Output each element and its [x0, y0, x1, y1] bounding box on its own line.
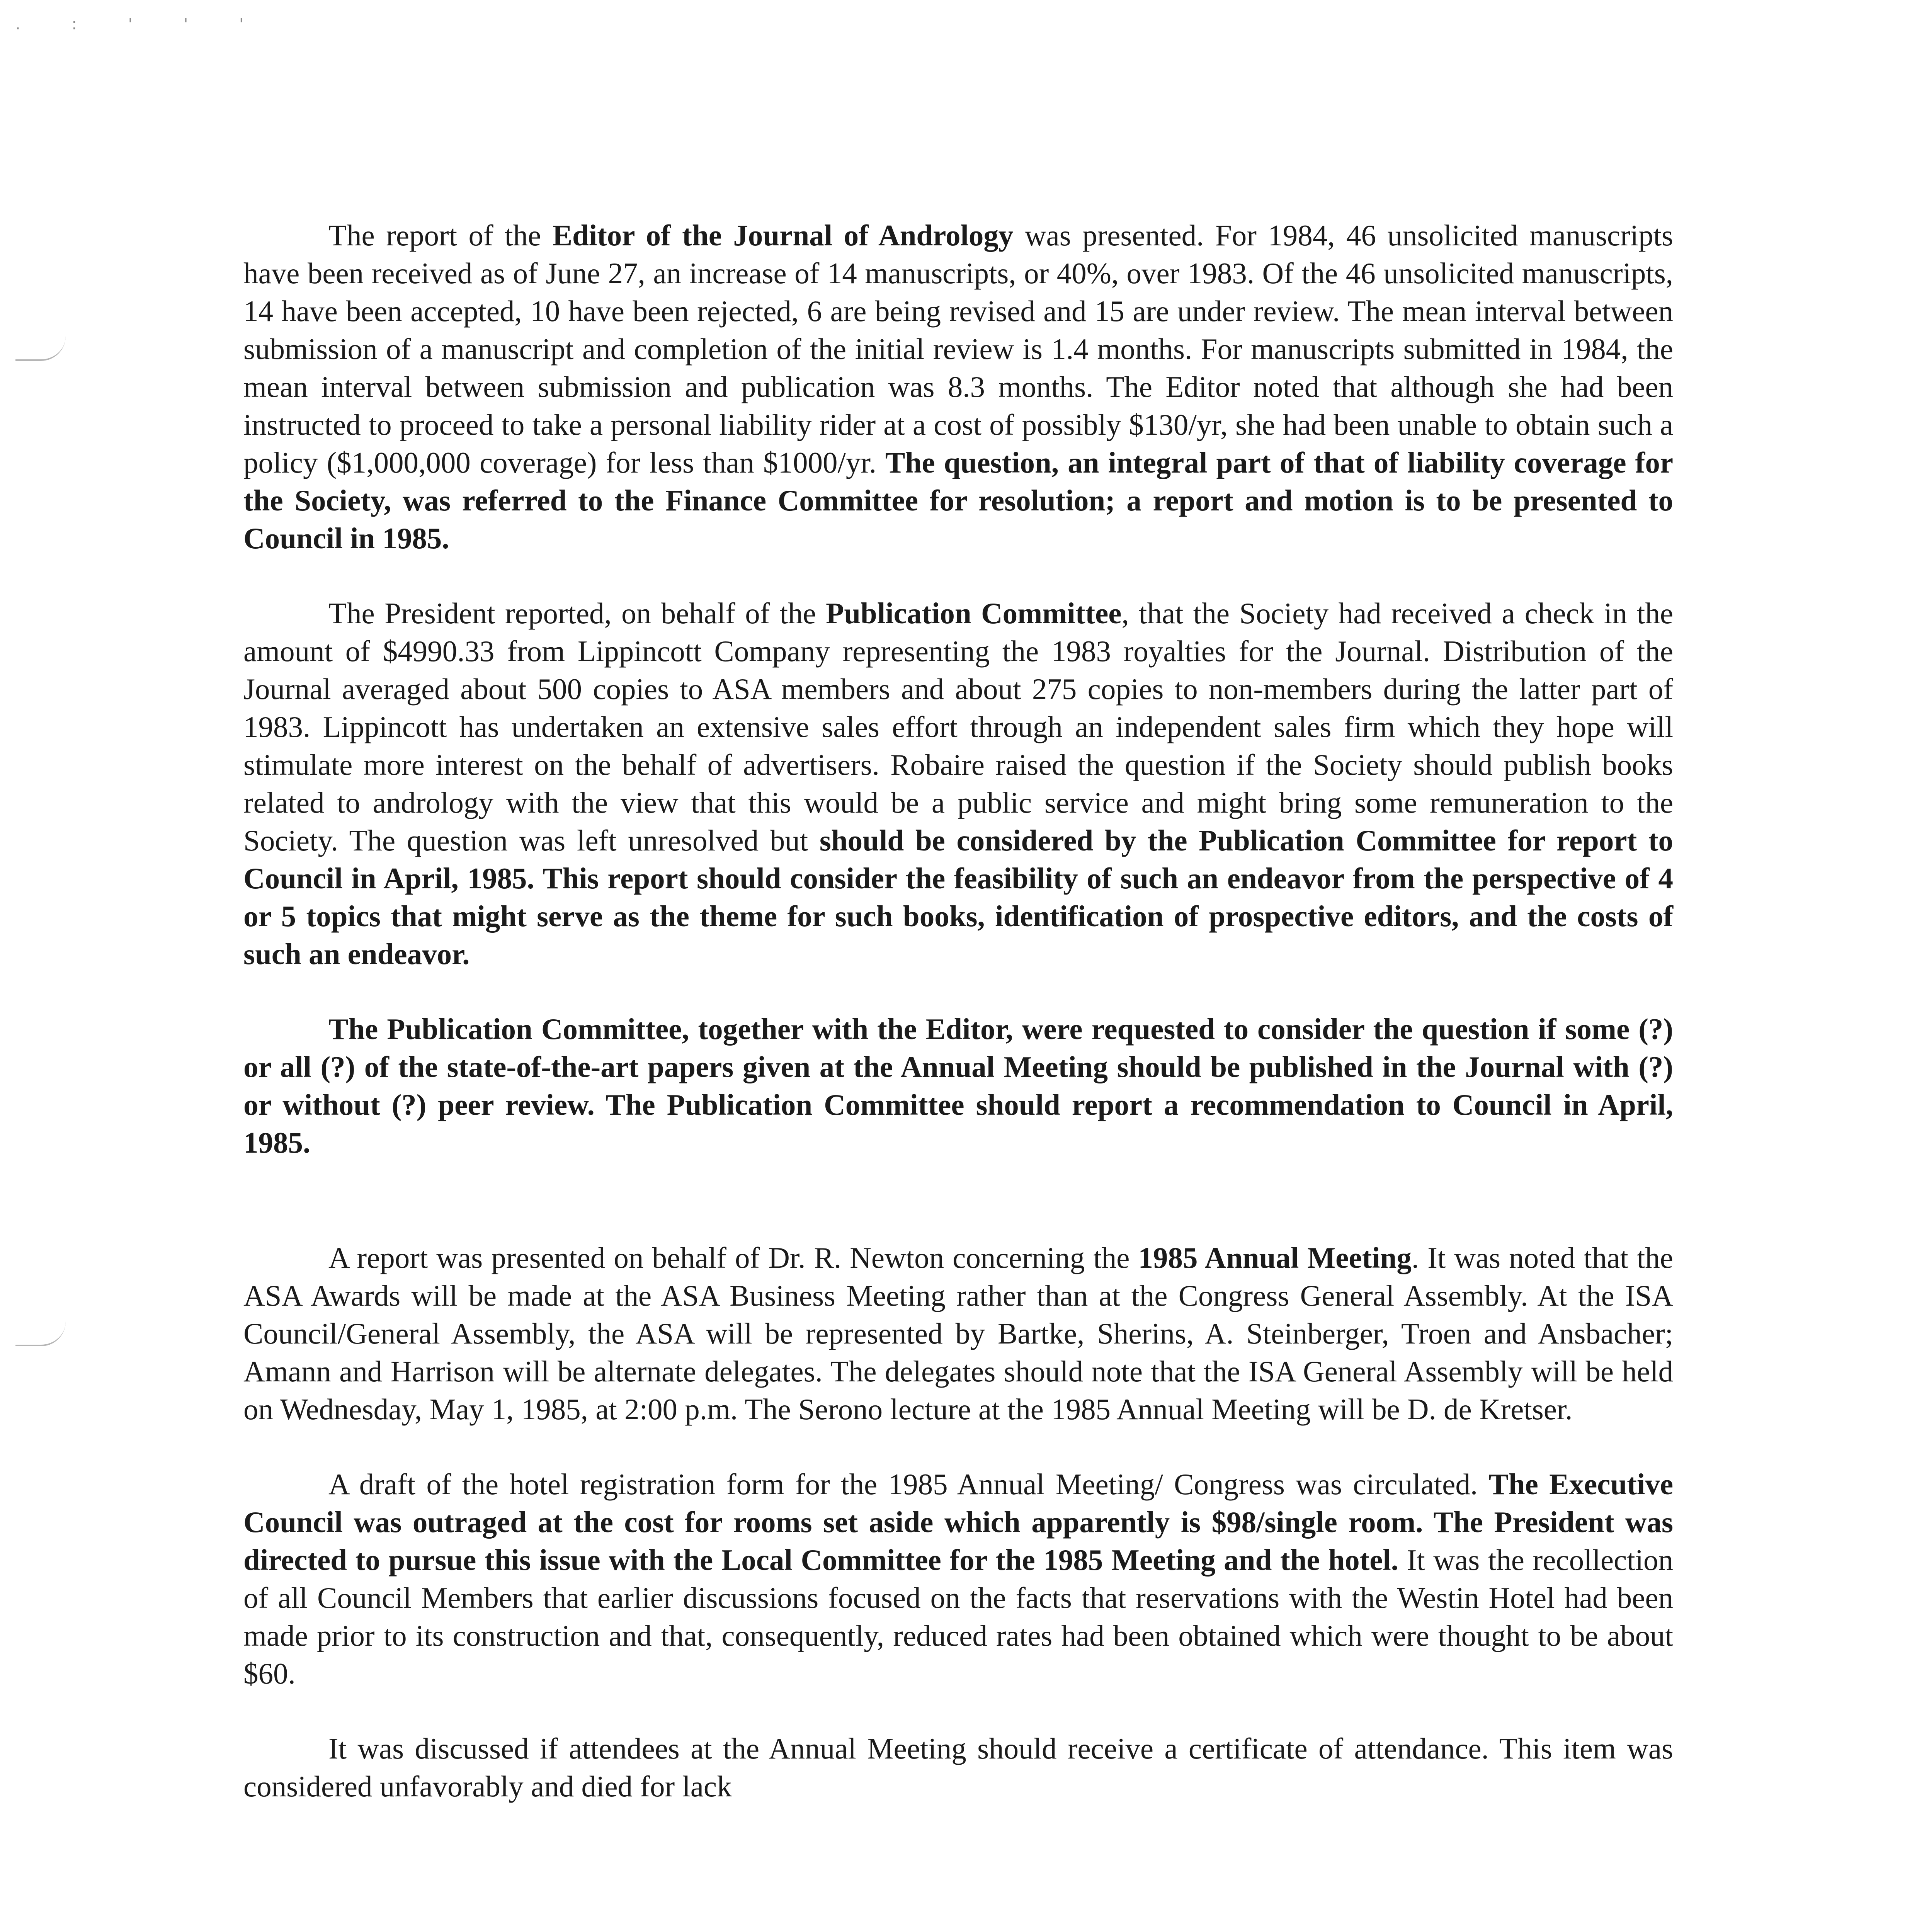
paragraph-certificate-attendance	[243, 1730, 1673, 1805]
bold-text-run: Editor of the Journal of Andrology	[552, 219, 1014, 252]
binder-hole-mark	[15, 336, 66, 361]
text-run: , that the Society had received a check in the amount of $4990.33 from Lippincott Company representing the 1983 royalties for the Journal. Distribution of the Journal averaged about 500 copies to ASA members and about 275 copies to non-members during the latter part of 1983. Lippincott has undertaken an extensive sales effort through an independent sales firm which they hope will stimulate more interest on the behalf of advertisers. Robaire raised the question if the Society should publish books related to andrology with the view that this would be a public service and might bring some remuneration to the Society. The question was left unresolved but	[243, 597, 1673, 857]
text-run: A draft of the hotel registration form for the 1985 Annual Meeting/ Congress was circulated.	[328, 1468, 1489, 1501]
bold-text-run: 1985 Annual Meeting	[1138, 1241, 1412, 1274]
text-run: A report was presented on behalf of Dr. R. Newton concerning the	[328, 1241, 1138, 1274]
scan-specks: . : ' ' '	[15, 15, 267, 33]
paragraph-hotel-registration	[243, 1465, 1673, 1692]
text-run: was presented. For 1984, 46 unsolicited manuscripts have been received as of June 27, an increase of 14 manuscripts, or 40%, over 1983. Of the 46 unsolicited manuscripts, 14 have been accepted, 10 have been rejected, 6 are being revised and 15 are under review. The mean interval between submission of a manuscript and completion of the initial review is 1.4 months. For manuscripts submitted in 1984, the mean interval between submission and publication was 8.3 months. The Editor noted that although she had been instructed to proceed to take a personal liability rider at a cost of possibly $130/yr, she had been unable to obtain such a policy ($1,000,000 coverage) for less than $1000/yr.	[243, 219, 1673, 479]
text-run: The report of the	[328, 219, 553, 252]
text-run: It was the recollection of all Council Members that earlier discussions focused on the facts that reservations with the Westin Hotel had been made prior to its construction and that, consequently, reduced rates had been obtained which were thought to be about $60.	[243, 1543, 1673, 1690]
text-run: . It was noted that the ASA Awards will be made at the ASA Business Meeting rather than at the Congress General Assembly. At the ISA Council/General Assembly, the ASA will be represented by Bartke, Sherins, A. Steinberger, Troen and Ansbacher; Amann and Harrison will be alternate delegates. The delegates should note that the ISA General Assembly will be held on Wednesday, May 1, 1985, at 2:00 p.m. The Serono lecture at the 1985 Annual Meeting will be D. de Kretser.	[243, 1241, 1673, 1426]
text-run: It was discussed if attendees at the Annual Meeting should receive a certificate of attendance. This item was considered unfavorably and died for lack	[243, 1732, 1673, 1803]
bold-text-run: Publication Committee	[826, 597, 1122, 630]
bold-text-run: The Executive Council was outraged at the cost for rooms set aside which apparently is $98/single room. The President was directed to pursue this issue with the Local Committee for the 1985 Meeting and the hotel.	[243, 1468, 1673, 1577]
text-run: The President reported, on behalf of the	[328, 597, 826, 630]
bold-text-run: The question, an integral part of that of liability coverage for the Society, was referred to the Finance Committee for resolution; a report and motion is to be presented to Council in 1985.	[243, 446, 1673, 555]
paragraph-annual-meeting	[243, 1239, 1673, 1428]
paragraph-publication-committee	[243, 594, 1673, 973]
paragraph-state-of-art-papers	[243, 1010, 1673, 1162]
binder-hole-mark	[15, 1321, 66, 1346]
paragraph-editor-report	[243, 216, 1673, 557]
bold-text-run: should be considered by the Publication Committee for report to Council in April, 1985. This report should consider the feasibility of such an endeavor from the perspective of 4 or 5 topics that might serve as the theme for such books, identification of prospective editors, and the costs of such an endeavor.	[243, 824, 1673, 971]
document-body	[243, 216, 1673, 1805]
bold-text-run: The Publication Committee, together with the Editor, were requested to consider the question if some (?) or all (?) of the state-of-the-art papers given at the Annual Meeting should be published in the Journal with (?) or without (?) peer review. The Publication Committee should report a recommendation to Council in April, 1985.	[243, 1012, 1673, 1159]
